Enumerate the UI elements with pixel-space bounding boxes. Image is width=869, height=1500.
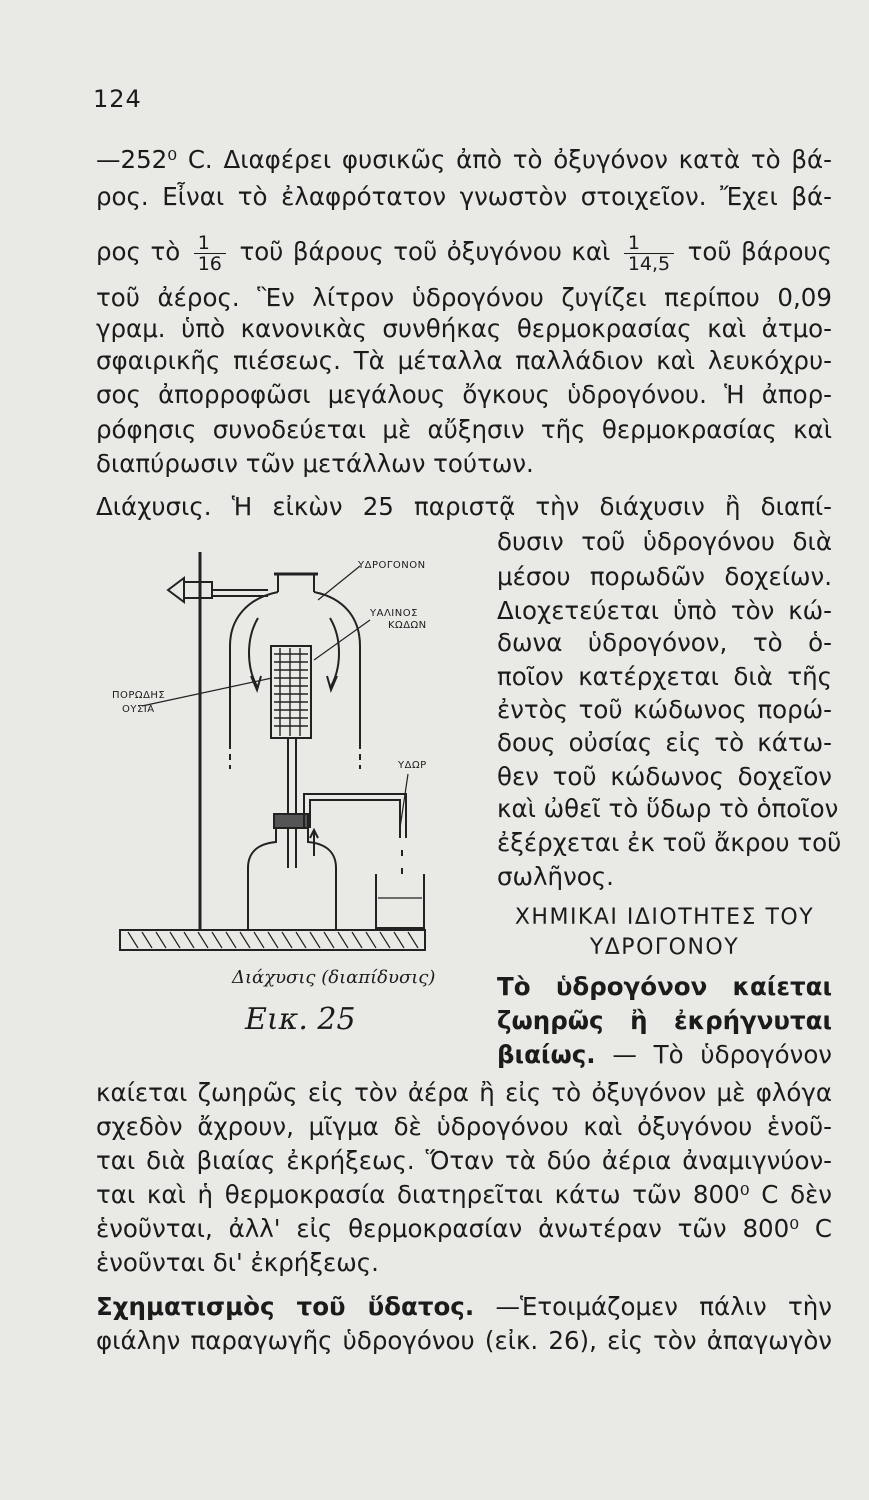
section-heading-line: ΧΗΜΙΚΑΙ ΙΔΙΟΤΗΤΕΣ ΤΟΥ <box>514 905 815 930</box>
bold-text-line: ζωηρῶς ἢ ἐκρήγνυται <box>497 1006 832 1035</box>
text-line: ποῖον κατέρχεται διὰ τῆς <box>497 662 832 691</box>
clamp-screw <box>168 578 184 602</box>
text-line <box>497 1040 832 1070</box>
text-line: καίεται ζωηρῶς εἰς τὸν ἀέρα ἢ εἰς τὸ ὀξυγόνον μὲ φλόγα <box>96 1078 832 1107</box>
beaker <box>376 874 424 928</box>
text-line: Διοχετεύεται ὑπὸ τὸν κώ- <box>497 596 832 625</box>
text-line: σφαιρικῆς πιέσεως. Τὰ μέταλλα παλλάδιον καὶ λευκόχρυ- <box>96 346 832 375</box>
figure-number: Εικ. 25 <box>245 1002 356 1037</box>
text-fragment: Ἡ εἰκὼν 25 παριστᾷ τὴν διάχυσιν ἢ διαπί- <box>231 492 832 521</box>
flow-arrow <box>249 618 258 688</box>
label-porous: ΠΟΡΩΔΗΣ <box>112 690 166 701</box>
fraction-numerator: 1 <box>194 233 226 254</box>
text-line: ἑνοῦνται δι' ἐκρήξεως. <box>96 1248 379 1277</box>
text-fragment: τοῦ βάρους τοῦ ὀξυγόνου καὶ <box>239 237 611 266</box>
text-fragment: ρος τὸ <box>96 237 181 266</box>
fraction-denominator: 14,5 <box>627 252 671 275</box>
text-line: δωνα ὑδρογόνον, τὸ ὁ- <box>497 628 832 657</box>
fraction-denominator: 16 <box>197 252 222 275</box>
section-heading-line: ΥΔΡΟΓΟΝΟΥ <box>589 935 740 960</box>
text-line: καὶ ὠθεῖ τὸ ὕδωρ τὸ ὁποῖον <box>497 794 839 823</box>
text-line: ται καὶ ἡ θερμοκρασία διατηρεῖται κάτω τῶν 800⁰ C δὲν <box>96 1180 832 1209</box>
text-line: σχεδὸν ἄχρουν, μῖγμα δὲ ὑδρογόνου καὶ ὀξυγόνου ἑνοῦ- <box>96 1112 832 1141</box>
clamp-arm <box>212 590 268 596</box>
clamp-boss <box>184 582 212 598</box>
text-line: γραμ. ὑπὸ κανονικὰς συνθήκας θερμοκρασίας καὶ ἀτμο- <box>96 314 832 343</box>
text-line: ρος. Εἶναι τὸ ἐλαφρότατον γνωστὸν στοιχεῖον. Ἔχει βά- <box>96 182 832 211</box>
text-line: ἑνοῦνται, ἀλλ' εἰς θερμοκρασίαν ἀνωτέραν τῶν 800⁰ C <box>96 1214 832 1243</box>
fraction-numerator: 1 <box>624 233 674 254</box>
text-line: ἐξέρχεται ἐκ τοῦ ἄκρου τοῦ <box>497 828 842 857</box>
label-glass-bell: ΚΩΔΩΝ <box>388 620 427 631</box>
page-number: 124 <box>93 85 142 113</box>
flow-arrow <box>330 618 339 688</box>
label-glass-bell: ΥΑΛΙΝΟΣ <box>370 608 418 619</box>
label-leader <box>314 620 370 660</box>
figure-caption: Διάχυσις (διαπίδυσις) <box>232 967 436 988</box>
label-water: ΥΔΩΡ <box>398 760 427 771</box>
text-line: σωλῆνος. <box>497 862 614 891</box>
text-line: διαπύρωσιν τῶν μετάλλων τούτων. <box>96 449 534 478</box>
bold-text-line: Τὸ ὑδρογόνον καίεται <box>497 972 832 1001</box>
connecting-tube <box>288 738 296 868</box>
bell-jar-neck <box>278 574 314 592</box>
text-fragment: —Ἑτοιμάζομεν πάλιν τὴν <box>495 1292 832 1321</box>
paragraph-heading: Σχηματισμὸς τοῦ ὕδατος. <box>96 1292 475 1321</box>
bottle-stopper <box>274 814 308 828</box>
paragraph-heading: Διάχυσις. <box>96 492 212 521</box>
text-line <box>96 1292 832 1322</box>
text-line: φιάλην παραγωγῆς ὑδρογόνου (εἰκ. 26), εἰς τὸν ἀπαγωγὸν <box>96 1326 832 1355</box>
porous-texture <box>274 648 308 736</box>
bold-text-fragment: βιαίως. <box>497 1040 596 1069</box>
text-line: δυσιν τοῦ ὑδρογόνου διὰ <box>497 527 832 556</box>
text-line: θεν τοῦ κώδωνος δοχεῖον <box>497 762 832 791</box>
text-line: ται διὰ βιαίας ἐκρήξεως. Ὅταν τὰ δύο ἀέρια ἀναμιγνύον- <box>96 1146 832 1175</box>
label-hydrogen: ΥΔΡΟΓΟΝΟΝ <box>358 560 426 571</box>
text-fragment: — Τὸ ὑδρογόνον <box>612 1040 832 1069</box>
label-porous: ΟΥΣΙΑ <box>122 704 155 715</box>
porous-cylinder <box>271 646 311 738</box>
text-line: ρόφησις συνοδεύεται μὲ αὔξησιν τῆς θερμοκρασίας καὶ <box>96 415 832 444</box>
lower-bottle <box>248 828 336 930</box>
text-line: —252⁰ C. Διαφέρει φυσικῶς ἀπὸ τὸ ὀξυγόνον κατὰ τὸ βά- <box>96 145 832 174</box>
fraction-one-sixteenth <box>194 233 226 274</box>
fraction-one-over-14-5 <box>624 233 674 274</box>
text-line: μέσου πορωδῶν δοχείων. <box>497 562 832 591</box>
outlet-tube <box>304 794 406 838</box>
text-fragment: τοῦ βάρους <box>687 237 832 266</box>
text-line <box>96 492 832 522</box>
text-line: ἐντὸς τοῦ κώδωνος πορώ- <box>497 695 832 724</box>
text-line-with-fractions <box>96 220 832 284</box>
text-line: δους οὐσίας εἰς τὸ κάτω- <box>497 728 832 757</box>
text-line: σος ἀπορροφῶσι μεγάλους ὄγκους ὑδρογόνου. Ἡ ἀπορ- <box>96 380 832 409</box>
label-leader <box>318 566 360 600</box>
text-line: τοῦ ἀέρος. Ἓν λίτρον ὑδρογόνου ζυγίζει περίπου 0,09 <box>96 283 832 312</box>
